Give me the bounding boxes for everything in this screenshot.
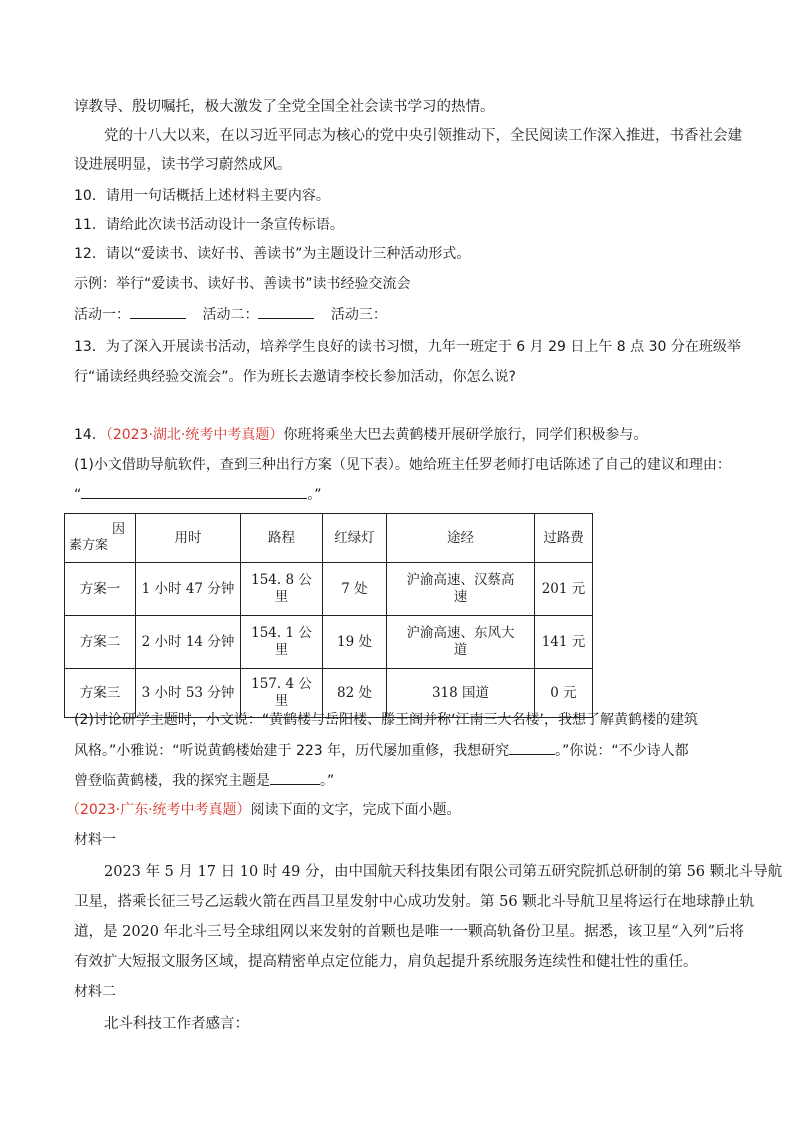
- material-1-line-1: 2023 年 5 月 17 日 10 时 49 分，由中国航天科技集团有限公司第五研究院抓总研制的第 56 颗北斗导航: [104, 864, 783, 880]
- plan-time: 3 小时 53 分钟: [136, 669, 241, 718]
- plan-time: 2 小时 14 分钟: [136, 616, 241, 669]
- material-1-heading: 材料一: [74, 832, 116, 848]
- plan-lights: 82 处: [323, 669, 387, 718]
- question-14-part-2-line-3: [74, 770, 334, 791]
- plan-lights: 19 处: [323, 616, 387, 669]
- plan-route: 沪渝高速、东风大道: [387, 616, 535, 669]
- part-2-text-b: 。”你说：“不少诗人都: [555, 743, 689, 759]
- question-14-title: [74, 425, 647, 445]
- plan-route: 沪渝高速、汉蔡高速: [387, 563, 535, 616]
- material-2-heading: 材料二: [74, 984, 116, 1000]
- header-time: 用时: [136, 514, 241, 563]
- plan-name: 方案二: [65, 616, 136, 669]
- corner-cell: [65, 514, 136, 563]
- activity-2-label: 活动二：: [202, 307, 259, 323]
- question-14-part-1-answer: [74, 484, 322, 505]
- question-14-part-1: (1)小文借助导航软件，查到三种出行方案（见下表）。她给班主任罗老师打电话陈述了自己的建议和理由：: [74, 457, 731, 473]
- header-distance: 路程: [241, 514, 323, 563]
- part-2-text-d: 。”: [320, 773, 335, 789]
- material-1-line-2: 卫星，搭乘长征三号乙运载火箭在西昌卫星发射中心成功发射。第 56 颗北斗导航卫星将运行在地球静止轨: [74, 894, 755, 910]
- table-header-row: [65, 514, 593, 563]
- question-12: 12．请以“爱读书、读好书、善读书”为主题设计三种活动形式。: [74, 246, 471, 262]
- question-14-part-2-line-1: (2)讨论研学主题时，小文说：“黄鹤楼与岳阳楼、滕王阁并称‘江南三大名楼’，我想了解黄鹤楼的建筑: [74, 712, 698, 728]
- material-1-line-4: 有效扩大短报文服务区域，提高精密单点定位能力，肩负起提升系统服务连续性和健壮性的重任。: [74, 954, 698, 970]
- question-13-line-2: 行“诵读经典经验交流会”。作为班长去邀请李校长参加活动，你怎么说?: [74, 369, 516, 385]
- part-2-text-c: 曾登临黄鹤楼，我的探究主题是: [74, 773, 270, 789]
- activity-2-blank[interactable]: [258, 304, 314, 319]
- paragraph-2-line-1: 党的十八大以来，在以习近平同志为核心的党中央引领推动下，全民阅读工作深入推进，书香社会建: [104, 128, 742, 144]
- plan-fee: 201 元: [535, 563, 593, 616]
- plan-distance: 154. 8 公里: [241, 563, 323, 616]
- activity-line: [74, 304, 387, 325]
- question-14-part-2-line-2: [74, 740, 689, 761]
- plan-distance: 154. 1 公里: [241, 616, 323, 669]
- plan-lights: 7 处: [323, 563, 387, 616]
- corner-top-text: 因: [111, 522, 125, 537]
- part-2-text-a: 风格。”小雅说：“听说黄鹤楼始建于 223 年，历代屡加重修，我想研究: [74, 743, 510, 759]
- question-14-text: 你班将乘坐大巴去黄鹤楼开展研学旅行，同学们积极参与。: [283, 427, 648, 443]
- section-2-title: [66, 800, 461, 820]
- route-table: [64, 513, 593, 718]
- corner-bottom-text: 素方案: [69, 538, 109, 553]
- material-1-line-3: 道，是 2020 年北斗三号全球组网以来发射的首颗也是唯一一颗高轨备份卫星。据悉，该卫星“入列”后将: [74, 924, 744, 940]
- question-14-source: （2023·湖北·统考中考真题）: [105, 427, 284, 443]
- plan-time: 1 小时 47 分钟: [136, 563, 241, 616]
- answer-blank[interactable]: [81, 484, 307, 499]
- activity-3-label: 活动三：: [330, 307, 387, 323]
- close-quote: 。”: [307, 487, 322, 503]
- header-fee: 过路费: [535, 514, 593, 563]
- plan-fee: 0 元: [535, 669, 593, 718]
- paragraph-2-line-2: 设进展明显，读书学习蔚然成风。: [74, 157, 292, 173]
- plan-route: 318 国道: [387, 669, 535, 718]
- header-lights: 红绿灯: [323, 514, 387, 563]
- table-row: [65, 563, 593, 616]
- my-topic-blank[interactable]: [270, 770, 320, 785]
- question-10: 10．请用一句话概括上述材料主要内容。: [74, 188, 330, 204]
- plan-distance: 157. 4 公里: [241, 669, 323, 718]
- question-12-example: 示例：举行“爱读书、读好书、善读书”读书经验交流会: [74, 276, 411, 292]
- question-13-line-1: 13．为了深入开展读书活动，培养学生良好的读书习惯，九年一班定于 6 月 29 日上午 8 点 30 分在班级举: [74, 339, 741, 355]
- open-quote: “: [74, 487, 82, 503]
- activity-1-label: 活动一：: [74, 307, 130, 323]
- plan-name: 方案三: [65, 669, 136, 718]
- question-11: 11．请给此次读书活动设计一条宣传标语。: [74, 217, 344, 233]
- material-2-line-1: 北斗科技工作者感言：: [104, 1016, 249, 1032]
- header-route: 途经: [387, 514, 535, 563]
- activity-1-blank[interactable]: [130, 304, 186, 319]
- table-row: [65, 616, 593, 669]
- section-2-source: （2023·广东·统考中考真题）: [66, 802, 251, 818]
- research-topic-blank[interactable]: [509, 740, 555, 755]
- plan-name: 方案一: [65, 563, 136, 616]
- paragraph-1: 谆教导、殷切嘱托，极大激发了全党全国全社会读书学习的热情。: [74, 99, 495, 115]
- plan-fee: 141 元: [535, 616, 593, 669]
- question-14-number: 14．: [74, 427, 106, 443]
- section-2-intro: 阅读下面的文字，完成下面小题。: [250, 802, 461, 818]
